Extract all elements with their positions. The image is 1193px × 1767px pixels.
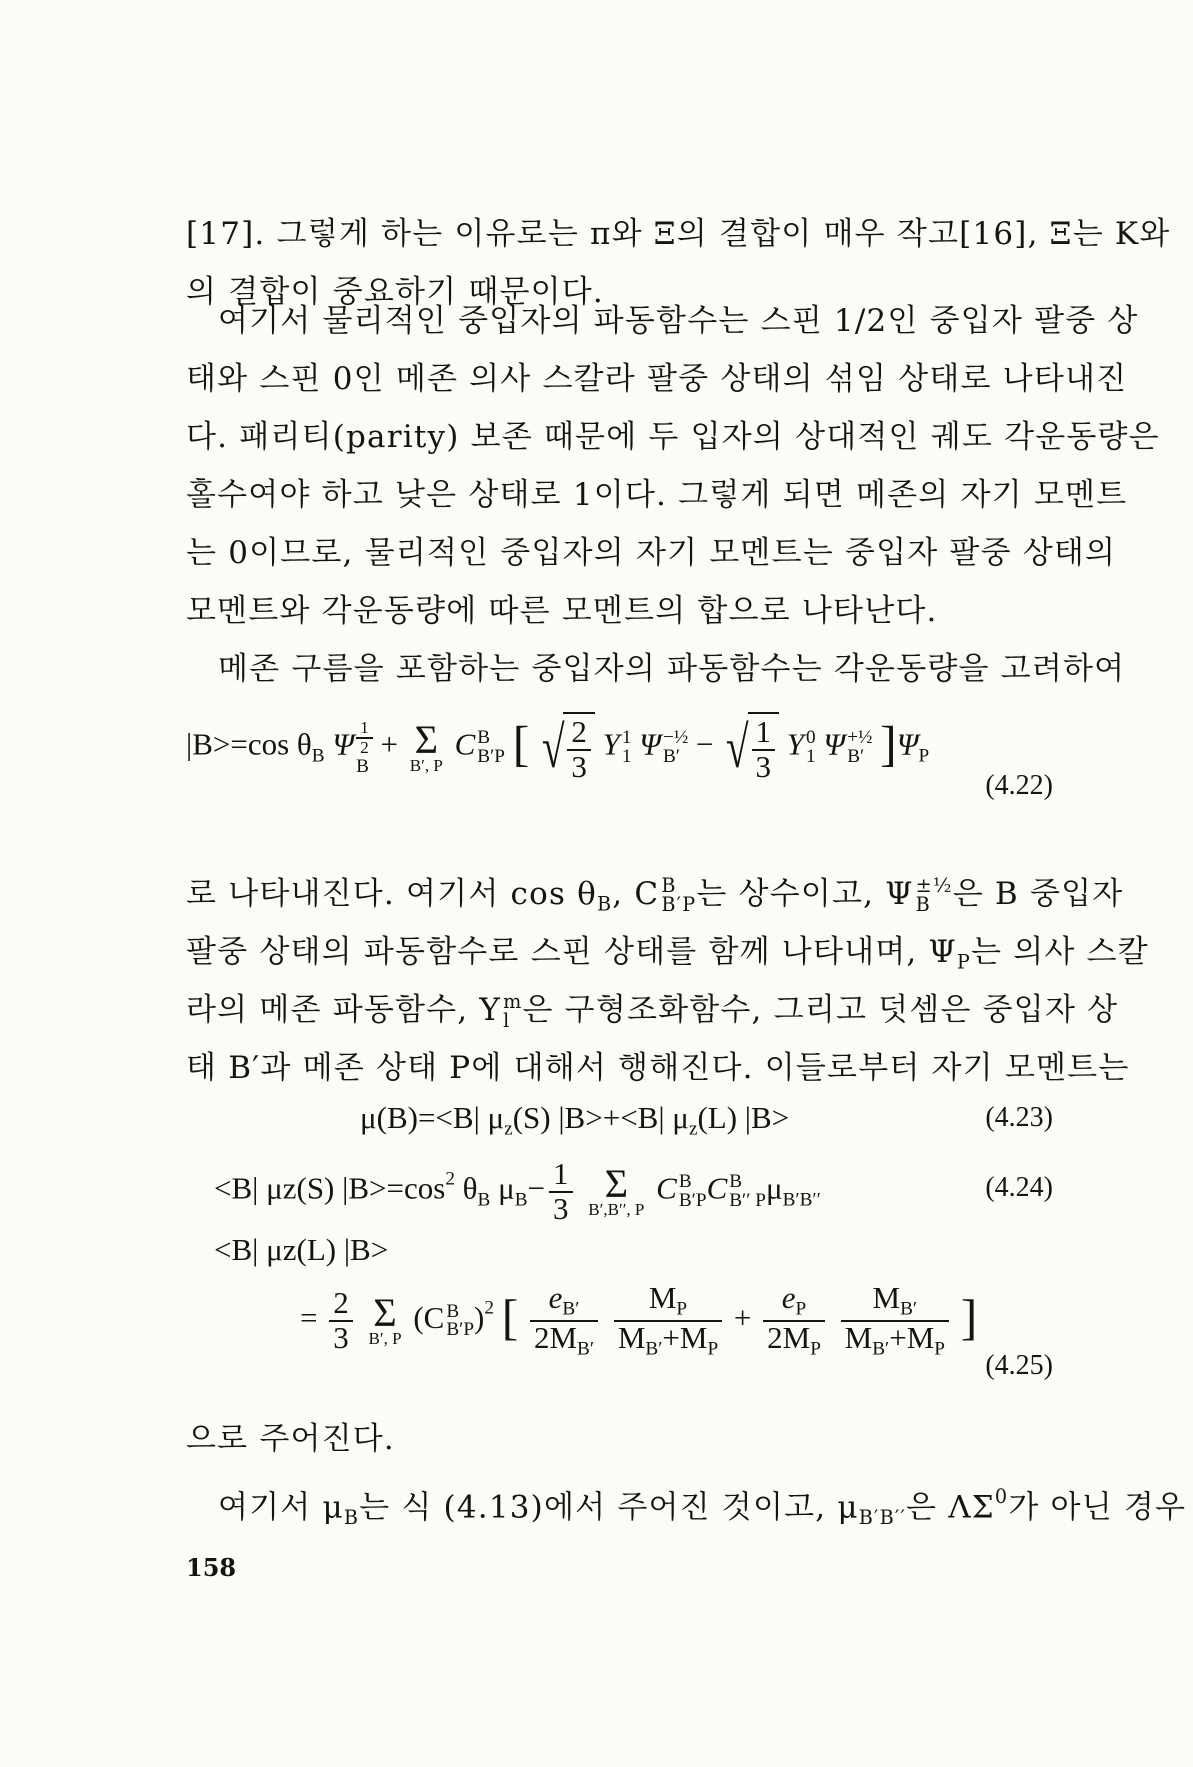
text-sub: B — [915, 892, 931, 916]
text-sub: P — [956, 950, 972, 974]
text-sup: B — [661, 874, 677, 898]
eq-bracket: [ — [501, 1289, 519, 1345]
eq-sub: B — [311, 745, 325, 767]
eq-sqrt — [721, 712, 779, 783]
eq-y: Y — [786, 726, 805, 762]
equation-number: (4.22) — [985, 770, 1053, 801]
text-sub: B′B′′ — [858, 1506, 907, 1530]
eq-num — [841, 1282, 949, 1322]
eq-radicand — [748, 712, 780, 783]
eq-sup: B — [477, 727, 491, 749]
eq-coef: C — [706, 1170, 728, 1206]
paragraph-3 — [186, 640, 1126, 698]
page-number: 158 — [186, 1553, 237, 1582]
eq-text: M — [844, 1319, 873, 1355]
eq-text: M — [872, 1280, 901, 1315]
text-line — [186, 865, 1124, 923]
text-sub: l — [503, 1008, 511, 1032]
equation-4-25 — [300, 1282, 977, 1360]
eq-sup: 2 — [484, 1297, 494, 1319]
eq-bracket: [ — [512, 716, 530, 772]
eq-bracket: ] — [880, 716, 897, 772]
equation-4-22 — [186, 712, 929, 783]
eq-stack — [679, 1173, 707, 1210]
eq-text: +M — [662, 1319, 708, 1355]
eq-sub: B′P — [678, 1189, 707, 1211]
text-sub: B′P — [661, 892, 697, 916]
paragraph-6 — [186, 1468, 1187, 1530]
eq-sum-sub: B′, P — [409, 756, 443, 776]
eq-sqrt — [537, 712, 595, 783]
text-run: 로 나타내진다. 여기서 cos θ — [186, 876, 597, 912]
equation-4-25-lhs: <B| μz(L) |B> — [214, 1232, 389, 1267]
eq-sub: B′P — [477, 745, 505, 767]
eq-sup: 2 — [445, 1168, 455, 1190]
text-line: 태 B′과 메존 상태 P에 대해서 행해진다. 이들로부터 자기 모멘트는 — [186, 1050, 1130, 1086]
eq-sum: Σ — [604, 1160, 629, 1206]
eq-sub: B′B′′ — [782, 1189, 821, 1211]
eq-frac — [763, 1282, 825, 1360]
eq-text: (C — [413, 1300, 445, 1335]
eq-sum-sub: B′, P — [368, 1329, 402, 1349]
text-run: 는 의사 스칼 — [971, 934, 1149, 970]
eq-text: (L) |B> — [697, 1100, 790, 1135]
eq-sub: P — [934, 1338, 945, 1360]
eq-op: + — [733, 1300, 752, 1335]
equation-number: (4.23) — [985, 1102, 1053, 1133]
eq-sum: Σ — [373, 1290, 397, 1336]
eq-frac — [356, 719, 373, 757]
text-line: 으로 주어진다. — [186, 1421, 395, 1457]
eq-den — [530, 1319, 598, 1360]
eq-stack — [446, 1300, 475, 1340]
text-run: , C — [612, 876, 660, 912]
eq-sup: +½ — [847, 727, 873, 749]
eq-num: 1 — [356, 719, 373, 739]
eq-frac — [614, 1282, 722, 1360]
equation-number: (4.25) — [985, 1350, 1053, 1381]
text-line: [17]. 그렇게 하는 이유로는 π와 Ξ의 결합이 매우 작고[16], Ξ는 K와 — [186, 216, 1171, 252]
eq-den: 3 — [553, 1190, 569, 1226]
eq-sub: B′ — [562, 1298, 580, 1320]
eq-text: μ — [765, 1170, 783, 1206]
eq-num: 2 — [567, 716, 591, 751]
text-stack — [915, 874, 953, 916]
text-sup: 0 — [994, 1485, 1009, 1508]
equation-4-23 — [360, 1100, 789, 1141]
eq-sup: B — [446, 1300, 460, 1322]
eq-text: 2M — [767, 1319, 811, 1355]
text-line: 는 0이므로, 물리적인 중입자의 자기 모멘트는 중입자 팔중 상태의 — [186, 535, 1117, 571]
eq-radical: √ — [541, 714, 565, 780]
eq-sub: B′ — [577, 1338, 595, 1360]
eq-radical: √ — [726, 714, 749, 780]
eq-sub: 1 — [806, 745, 816, 767]
eq-op: + — [380, 726, 399, 762]
text-sup: m — [503, 990, 523, 1014]
text-run: 은 구형조화함수, 그리고 덧셈은 중입자 상 — [522, 992, 1119, 1028]
eq-text: (S) |B>+<B| μ — [512, 1100, 689, 1135]
eq-stack — [477, 729, 505, 766]
eq-var: e — [548, 1280, 563, 1315]
eq-op: − — [527, 1170, 546, 1206]
eq-sub: B — [477, 1189, 491, 1211]
eq-stack — [729, 1173, 766, 1210]
eq-sub: 1 — [621, 745, 632, 767]
eq-coef: C — [656, 1170, 677, 1206]
eq-den: 3 — [571, 748, 587, 784]
text-line: 여기서 물리적인 중입자의 파동함수는 스핀 1/2인 중입자 팔중 상 — [218, 303, 1139, 339]
text-run: 는 상수이고, Ψ — [696, 876, 914, 912]
eq-sigma — [368, 1290, 402, 1349]
eq-psi: Ψ — [896, 726, 919, 762]
eq-op: = — [300, 1300, 318, 1335]
text-run: 가 아닌 경우 — [1008, 1489, 1187, 1526]
eq-frac — [549, 1158, 573, 1225]
eq-sub: z — [504, 1118, 513, 1140]
text-run: 라의 메존 파동함수, Y — [186, 992, 502, 1028]
eq-stack — [622, 729, 632, 766]
eq-num — [530, 1282, 598, 1322]
eq-frac — [329, 1287, 353, 1354]
eq-sup: 1 — [621, 727, 632, 749]
eq-den: 2 — [360, 738, 369, 758]
eq-sub: P — [810, 1338, 821, 1360]
eq-text: 2M — [533, 1319, 578, 1355]
eq-bracket: ] — [960, 1289, 978, 1345]
eq-text: μ — [490, 1170, 515, 1206]
paragraph-2 — [186, 292, 1160, 640]
text-line: 홀수여야 하고 낮은 상태로 1이다. 그렇게 되면 메존의 자기 모멘트 — [186, 477, 1128, 513]
text-run: 여기서 μ — [218, 1489, 344, 1526]
eq-sub: P — [795, 1298, 807, 1320]
eq-den: 3 — [333, 1319, 349, 1355]
eq-text: |B>=cos θ — [186, 726, 312, 762]
eq-sub: B′ — [645, 1338, 663, 1360]
equation-4-24 — [214, 1158, 821, 1225]
text-sub: B — [596, 892, 613, 916]
text-line — [186, 981, 1119, 1039]
eq-sub: B′ — [872, 1338, 890, 1360]
text-run: 은 B 중입자 — [952, 876, 1124, 912]
eq-text: M — [648, 1280, 677, 1315]
eq-psi: Ψ — [332, 726, 355, 762]
eq-var: e — [781, 1280, 796, 1315]
eq-den — [763, 1319, 825, 1360]
eq-text: M — [617, 1319, 646, 1355]
eq-sup: B — [729, 1171, 743, 1193]
eq-sigma — [588, 1160, 645, 1220]
text-run: 팔중 상태의 파동함수로 스핀 상태를 함께 나타내며, Ψ — [186, 934, 957, 970]
equation-number: (4.24) — [985, 1172, 1053, 1203]
text-stack — [661, 874, 697, 916]
eq-sub: z — [688, 1118, 698, 1140]
eq-text: ) — [474, 1300, 485, 1335]
eq-stack — [847, 729, 872, 766]
text-line: 메존 구름을 포함하는 중입자의 파동함수는 각운동량을 고려하여 — [218, 651, 1126, 687]
text-line: 의 결합이 중요하기 때문이다. — [186, 274, 604, 310]
paragraph-4 — [186, 865, 1149, 1097]
eq-sup: 0 — [806, 727, 816, 749]
eq-num: 1 — [549, 1158, 573, 1193]
eq-stack — [663, 729, 688, 766]
eq-den — [614, 1319, 722, 1360]
eq-sum: Σ — [414, 716, 439, 762]
eq-sub: B′′ P — [729, 1189, 766, 1211]
eq-y: Y — [602, 726, 620, 762]
eq-sub: B′P — [446, 1318, 475, 1340]
eq-den — [841, 1319, 949, 1360]
eq-frac — [752, 716, 776, 783]
eq-sub: P — [707, 1338, 719, 1360]
eq-coef: C — [454, 726, 476, 762]
eq-sub: B — [356, 755, 369, 777]
eq-psi: Ψ — [639, 726, 661, 762]
eq-frac — [530, 1282, 598, 1360]
eq-den: 3 — [755, 748, 772, 784]
eq-radicand — [563, 712, 595, 783]
eq-num — [614, 1282, 722, 1322]
paragraph-5 — [186, 1410, 1052, 1468]
eq-sup: B — [678, 1171, 692, 1193]
eq-num: 1 — [752, 716, 776, 751]
eq-num — [763, 1282, 825, 1322]
text-run: 은 ΛΣ — [906, 1489, 995, 1526]
eq-stack — [806, 729, 816, 766]
text-line: 모멘트와 각운동량에 따른 모멘트의 합으로 나타난다. — [186, 593, 938, 629]
eq-text: μ(B)=<B| μ — [360, 1100, 505, 1135]
eq-sub: P — [676, 1298, 688, 1320]
text-line: 다. 패리티(parity) 보존 때문에 두 입자의 상대적인 궤도 각운동량은 — [186, 419, 1160, 455]
eq-text: θ — [454, 1170, 478, 1206]
eq-sup: −½ — [662, 727, 689, 749]
eq-sum-sub: B′,B′′, P — [588, 1200, 645, 1220]
text-sub: B — [343, 1506, 360, 1530]
text-stack — [503, 990, 523, 1032]
text-run: 는 식 (4.13)에서 주어진 것이고, μ — [359, 1489, 859, 1526]
text-line — [186, 1468, 1187, 1530]
eq-op: − — [695, 726, 714, 762]
text-sup: ±½ — [915, 874, 953, 898]
eq-psi: Ψ — [823, 726, 846, 762]
eq-sub: B′ — [900, 1298, 918, 1320]
eq-sub: B′ — [847, 745, 865, 767]
text-line — [186, 923, 1149, 981]
eq-num: 2 — [329, 1287, 353, 1322]
eq-frac — [567, 716, 591, 783]
text-line: 태와 스핀 0인 메존 의사 스칼라 팔중 상태의 섞임 상태로 나타내진 — [186, 361, 1128, 397]
eq-sub: B′ — [662, 745, 680, 767]
eq-text: +M — [889, 1319, 935, 1355]
eq-text: <B| μz(S) |B>=cos — [214, 1170, 446, 1206]
eq-sub: P — [918, 745, 930, 767]
eq-sub: B — [514, 1189, 528, 1211]
eq-frac — [841, 1282, 949, 1360]
eq-sigma — [409, 716, 443, 776]
eq-stack — [356, 719, 373, 776]
